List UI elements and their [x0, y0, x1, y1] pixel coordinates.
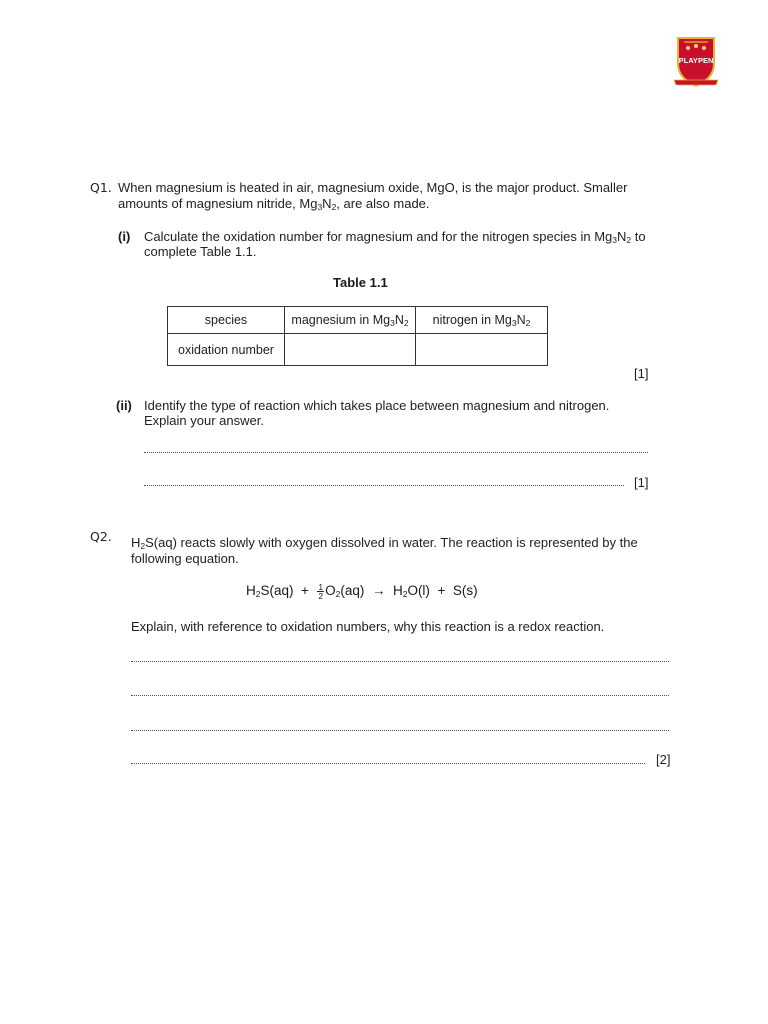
- marks-q2: [2]: [656, 752, 671, 767]
- marks-part-ii: [1]: [634, 475, 649, 490]
- answer-line[interactable]: [144, 452, 648, 453]
- question-number-q2: Q2.: [90, 529, 112, 544]
- q1-intro-line1: When magnesium is heated in air, magnesium oxide, MgO, is the major product. Smaller: [118, 180, 628, 195]
- answer-cell-magnesium[interactable]: [285, 334, 416, 366]
- question-number-q1: Q1.: [90, 180, 112, 195]
- marks-part-i: [1]: [634, 366, 649, 381]
- table-row-label-oxidation-number: oxidation number: [168, 334, 285, 366]
- logo-text: PLAYPEN: [678, 56, 714, 65]
- fraction-half: $\frac{1}{2}$: [318, 582, 324, 601]
- reaction-arrow-icon: →: [371, 583, 386, 599]
- playpen-logo: [672, 34, 720, 90]
- q2-intro-line1: $H_2S(aq)$ reacts slowly with oxygen dissolved in water. The reaction is represented by the: [131, 535, 638, 551]
- part-label-i: (i): [118, 229, 131, 244]
- answer-cell-nitrogen[interactable]: [416, 334, 548, 366]
- part-i-line1: Calculate the oxidation number for magnesium and for the nitrogen species in $Mg_3N_2$ to: [144, 229, 646, 245]
- answer-line[interactable]: [131, 661, 669, 662]
- table-1-1: [167, 306, 548, 366]
- table-title: Table 1.1: [333, 275, 388, 290]
- answer-line[interactable]: [131, 730, 669, 731]
- q2-explain-prompt: Explain, with reference to oxidation numbers, why this reaction is a redox reaction.: [131, 619, 605, 634]
- part-ii-line1: Identify the type of reaction which takes place between magnesium and nitrogen.: [144, 398, 610, 413]
- part-i-line2: complete Table 1.1.: [144, 244, 257, 259]
- table-header-nitrogen: nitrogen in $Mg_3N_2$: [416, 307, 548, 334]
- table-header-species: species: [168, 307, 285, 334]
- part-ii-line2: Explain your answer.: [144, 413, 264, 428]
- q2-intro-line2: following equation.: [131, 551, 239, 566]
- answer-line[interactable]: [144, 485, 624, 486]
- part-label-ii: (ii): [116, 398, 132, 413]
- answer-line[interactable]: [131, 763, 645, 764]
- q1-intro-line2: amounts of magnesium nitride, $Mg_3N_2$, are also made.: [118, 196, 430, 212]
- chemical-equation: $H_2S(aq)$ + $\frac{1}{2}$ $O_2(aq) \to H_2O(l) + S(s)$: [246, 582, 478, 601]
- table-header-magnesium: magnesium in $Mg_3N_2$: [285, 307, 416, 334]
- answer-line[interactable]: [131, 695, 669, 696]
